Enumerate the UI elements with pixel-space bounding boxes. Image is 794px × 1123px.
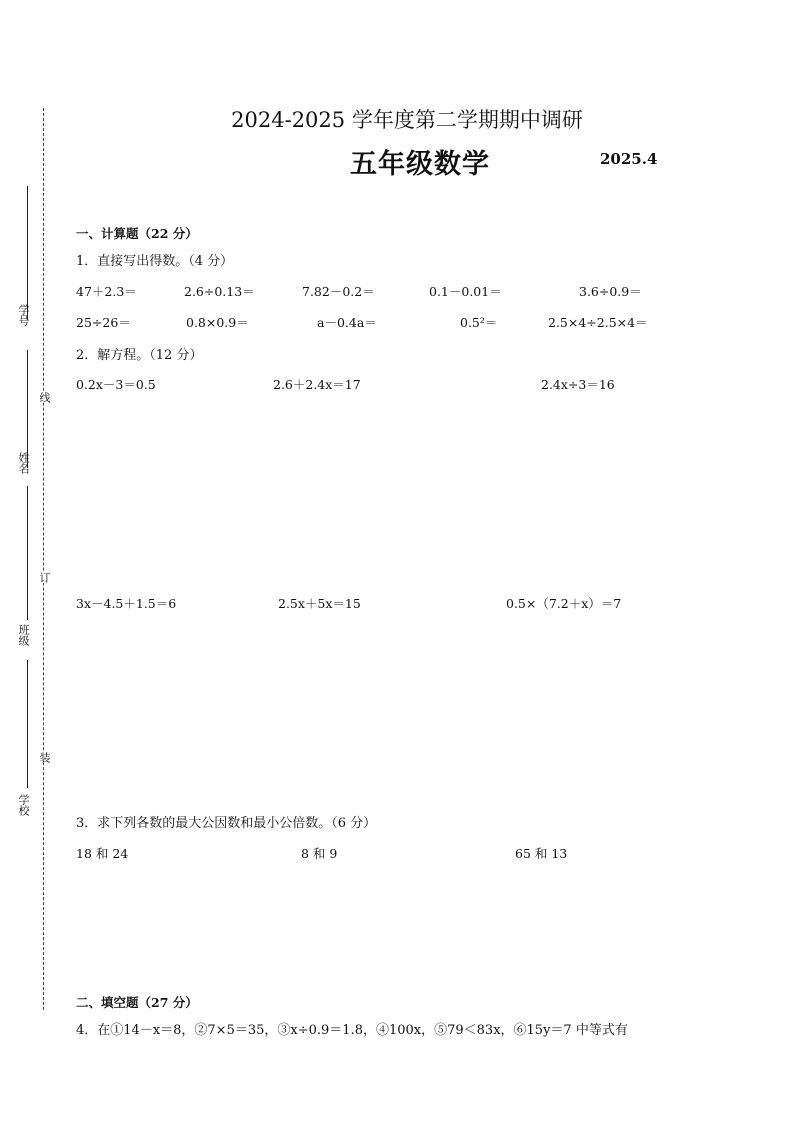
equation: 2.5x＋5x＝15 xyxy=(278,596,361,611)
exam-date: 2025.4 xyxy=(600,150,658,168)
q1-r2-item: a－0.4a＝ xyxy=(317,315,377,330)
q4-text: 4．在①14－x＝8，②7×5＝35，③x÷0.9＝1.8，④100x，⑤79＜83x，⑥15y＝7 中等式有 xyxy=(76,1023,628,1038)
q3-label: 3．求下列各数的最大公因数和最小公倍数。（6 分） xyxy=(76,816,377,831)
cut-mark-bind: 装 xyxy=(38,752,51,763)
q1-r2-item: 25÷26＝ xyxy=(76,315,131,330)
q1-r1-item: 7.82－0.2＝ xyxy=(302,284,375,299)
binding-dashed-line xyxy=(43,108,44,1010)
q1-r1-item: 3.6÷0.9＝ xyxy=(579,284,642,299)
exam-subject: 五年级数学 xyxy=(350,149,490,180)
section1-heading: 一、计算题（22 分） xyxy=(76,226,198,241)
cut-mark-order: 订 xyxy=(38,572,51,583)
name-underline xyxy=(27,350,28,468)
class-underline xyxy=(27,486,28,620)
equation: 2.4x÷3＝16 xyxy=(541,377,615,392)
q1-r2-item: 0.8×0.9＝ xyxy=(186,315,249,330)
equation: 3x－4.5＋1.5＝6 xyxy=(76,596,177,611)
q1-r2-item: 0.5²＝ xyxy=(460,315,498,330)
equation: 2.6＋2.4x＝17 xyxy=(273,377,361,392)
cut-mark-line: 线 xyxy=(38,392,51,403)
number-pair: 65 和 13 xyxy=(515,846,568,861)
q1-r1-item: 47＋2.3＝ xyxy=(76,284,137,299)
class-label: 班级 xyxy=(17,624,30,646)
equation: 0.2x－3＝0.5 xyxy=(76,377,156,392)
q1-r1-item: 0.1－0.01＝ xyxy=(429,284,502,299)
school-underline xyxy=(27,660,28,788)
number-pair: 8 和 9 xyxy=(301,846,338,861)
equation: 0.5×（7.2＋x）＝7 xyxy=(506,596,622,611)
exam-title: 2024-2025 学年度第二学期期中调研 xyxy=(231,108,583,132)
number-pair: 18 和 24 xyxy=(76,846,129,861)
q1-r2-item: 2.5×4÷2.5×4＝ xyxy=(548,315,648,330)
q1-label: 1．直接写出得数。（4 分） xyxy=(76,254,234,269)
q1-r1-item: 2.6÷0.13＝ xyxy=(184,284,255,299)
section2-heading: 二、填空题（27 分） xyxy=(76,995,198,1010)
name-label: 姓名 xyxy=(17,452,30,474)
school-label: 学校 xyxy=(17,794,30,816)
student-id-underline xyxy=(27,186,28,320)
student-id-label: 学号 xyxy=(17,304,30,326)
q2-label: 2．解方程。（12 分） xyxy=(76,348,203,363)
